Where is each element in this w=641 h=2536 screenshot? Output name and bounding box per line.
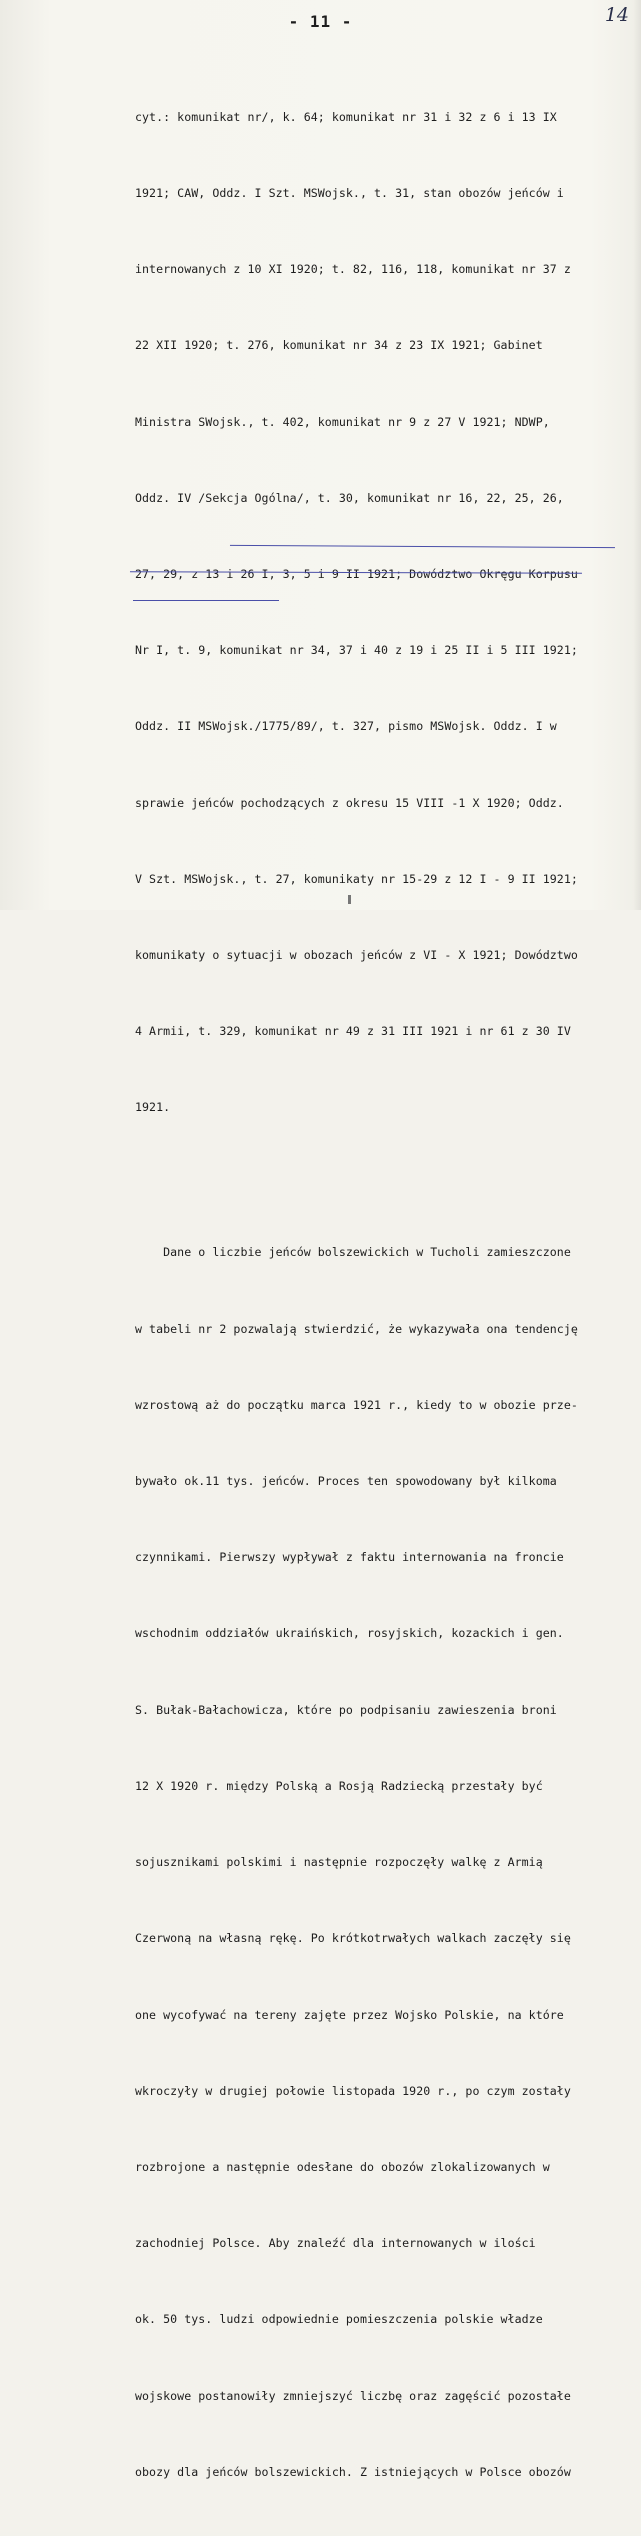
page-number: - 11 - xyxy=(288,12,353,31)
archive-page-mark: 14 xyxy=(604,4,629,26)
pen-underline xyxy=(130,561,582,574)
text-line: Dane o liczbie jeńców bolszewickich w Tucholi zamieszczone xyxy=(135,1245,571,1260)
text-line: 27, 29, z 13 i 26 I, 3, 5 i 9 II 1921; Dowództwo Okręgu Korpusu xyxy=(135,567,578,582)
pencil-mark xyxy=(348,895,351,904)
text-line: Czerwoną na własną rękę. Po krótkotrwałych walkach zaczęły się xyxy=(135,1931,571,1946)
text-line: sprawie jeńców pochodzących z okresu 15 VIII -1 X 1920; Oddz. xyxy=(135,795,564,810)
paragraph-gap xyxy=(135,1172,631,1190)
text-line: ok. 50 tys. ludzi odpowiednie pomieszczenia polskie władze xyxy=(135,2312,543,2327)
text-line: wojskowe postanowiły zmniejszyć liczbę oraz zagęścić pozostałe xyxy=(135,2388,571,2403)
text-line: bywało ok.11 tys. jeńców. Proces ten spowodowany był kilkoma xyxy=(135,1474,557,1489)
text-line: 12 X 1920 r. między Polską a Rosją Radziecką przestały być xyxy=(135,1778,543,1793)
text-line: cyt.: komunikat nr/, k. 64; komunikat nr 31 i 32 z 6 i 13 IX xyxy=(135,109,557,124)
text-line: one wycofywać na tereny zajęte przez Wojsko Polskie, na które xyxy=(135,2007,564,2022)
text-line: obozy dla jeńców bolszewickich. Z istniejących w Polsce obozów xyxy=(135,2464,571,2479)
text-line: 22 XII 1920; t. 276, komunikat nr 34 z 23 IX 1921; Gabinet xyxy=(135,338,543,353)
page-edge-shadow xyxy=(633,0,641,910)
text-line: wzrostową aż do początku marca 1921 r., kiedy to w obozie prze- xyxy=(135,1397,578,1412)
body-text xyxy=(135,54,631,2536)
text-line: wschodnim oddziałów ukraińskich, rosyjskich, kozackich i gen. xyxy=(135,1626,564,1641)
text-line: 1921. xyxy=(135,1100,171,1115)
pen-underline xyxy=(230,535,615,548)
text-line: w tabeli nr 2 pozwalają stwierdzić, że wykazywała ona tendencję xyxy=(135,1321,578,1336)
text-line: rozbrojone a następnie odesłane do obozów zlokalizowanych w xyxy=(135,2159,550,2174)
text-line: Oddz. II MSWojsk./1775/89/, t. 327, pismo MSWojsk. Oddz. I w xyxy=(135,719,557,734)
text-line: komunikaty o sytuacji w obozach jeńców z VI - X 1921; Dowództwo xyxy=(135,948,578,963)
pen-underline xyxy=(133,590,279,601)
text-line: czynnikami. Pierwszy wypływał z faktu internowania na froncie xyxy=(135,1550,564,1565)
text-line: Nr I, t. 9, komunikat nr 34, 37 i 40 z 19 i 25 II i 5 III 1921; xyxy=(135,643,578,658)
text-line: sojusznikami polskimi i następnie rozpoczęły walkę z Armią xyxy=(135,1855,543,1870)
text-line: zachodniej Polsce. Aby znaleźć dla internowanych w ilości xyxy=(135,2236,536,2251)
text-line: Oddz. IV /Sekcja Ogólna/, t. 30, komunikat nr 16, 22, 25, 26, xyxy=(135,490,564,505)
text-line: 4 Armii, t. 329, komunikat nr 49 z 31 III 1921 i nr 61 z 30 IV xyxy=(135,1024,571,1039)
text-line: wkroczyły w drugiej połowie listopada 1920 r., po czym zostały xyxy=(135,2083,571,2098)
text-line: Ministra SWojsk., t. 402, komunikat nr 9 z 27 V 1921; NDWP, xyxy=(135,414,550,429)
text-line: V Szt. MSWojsk., t. 27, komunikaty nr 15-29 z 12 I - 9 II 1921; xyxy=(135,871,578,886)
text-line: S. Bułak-Bałachowicza, które po podpisaniu zawieszenia broni xyxy=(135,1702,557,1717)
text-line: 1921; CAW, Oddz. I Szt. MSWojsk., t. 31, stan obozów jeńców i xyxy=(135,186,564,201)
text-line: internowanych z 10 XI 1920; t. 82, 116, 118, komunikat nr 37 z xyxy=(135,262,571,277)
